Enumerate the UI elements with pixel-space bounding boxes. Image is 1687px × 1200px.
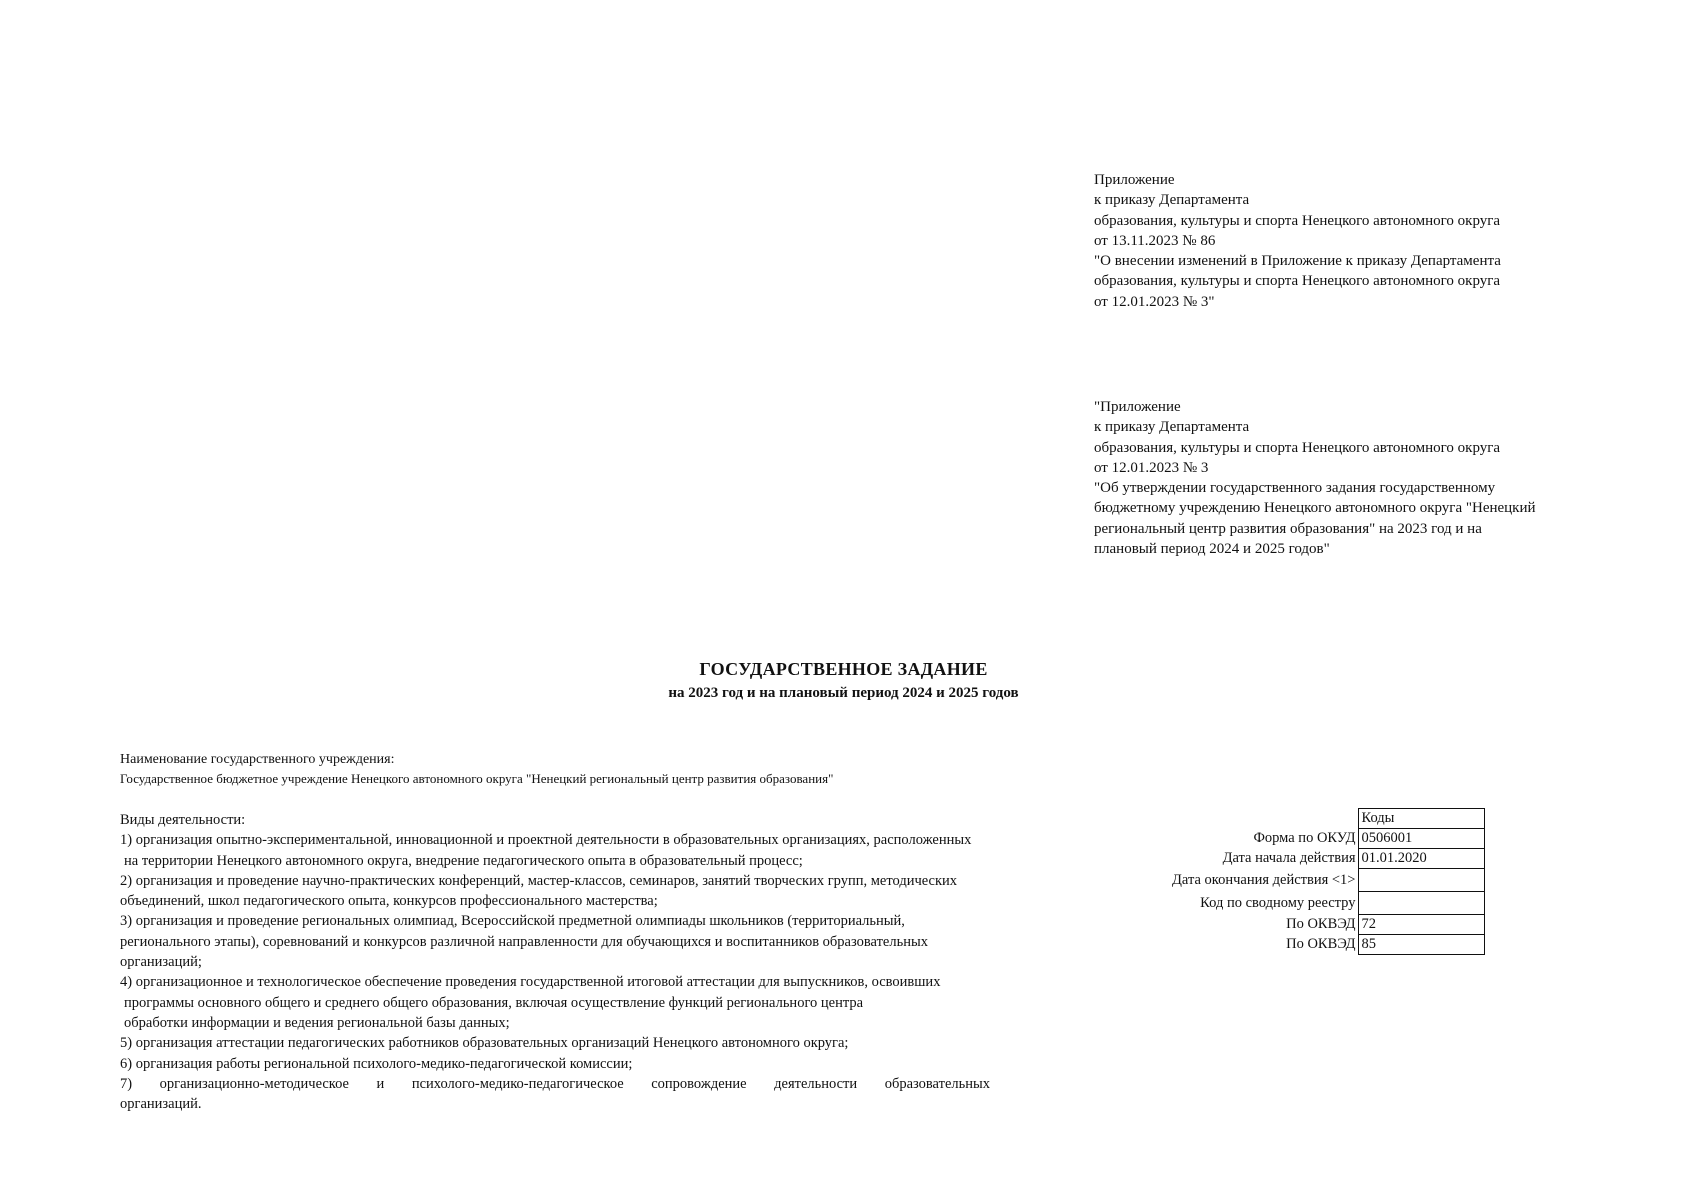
appendix-line: к приказу Департамента [1094, 192, 1250, 209]
activity-line: на территории Ненецкого автономного округа, внедрение педагогического опыта в образовательный процесс; [124, 852, 803, 869]
appendix-line: "Об утверждении государственного задания государственному [1094, 480, 1496, 497]
codes-row-value: 72 [1358, 915, 1484, 935]
activity-line: регионального этапы), соревнований и конкурсов различной направленности для обучающихся и воспитанников образовательных [120, 933, 928, 950]
document-title-block [0, 656, 1687, 704]
appendix-line: Приложение [1094, 172, 1175, 188]
institution-block [120, 750, 833, 788]
codes-row-label: Дата начала действия [1222, 850, 1356, 866]
codes-row [1170, 935, 1484, 955]
appendix-amendment-block [1094, 170, 1501, 312]
appendix-line: образования, культуры и спорта Ненецкого автономного округа [1094, 212, 1501, 229]
codes-table [1170, 808, 1485, 955]
codes-row-value [1358, 869, 1484, 892]
codes-row [1170, 892, 1484, 915]
appendix-line: образования, культуры и спорта Ненецкого автономного округа [1094, 439, 1501, 456]
codes-row-value: 01.01.2020 [1358, 849, 1484, 869]
codes-row [1170, 849, 1484, 869]
codes-row-label: Форма по ОКУД [1253, 830, 1356, 846]
activity-line: 4) организационное и технологическое обеспечение проведения государственной итоговой аттестации для выпускников, освоивших [120, 974, 941, 991]
codes-row-label: По ОКВЭД [1286, 936, 1356, 952]
appendix-line: "Приложение [1094, 399, 1181, 415]
activity-line: организаций. [120, 1096, 202, 1113]
codes-row [1170, 829, 1484, 849]
institution-label: Наименование государственного учреждения: [120, 752, 395, 767]
appendix-line: от 12.01.2023 № 3 [1094, 459, 1209, 476]
activity-line: 1) организация опытно-экспериментальной, инновационной и проектной деятельности в образовательных организациях, расположенных [120, 832, 972, 849]
document-title: ГОСУДАРСТВЕННОЕ ЗАДАНИЕ [699, 659, 988, 679]
appendix-line: образования, культуры и спорта Ненецкого автономного округа [1094, 273, 1501, 290]
codes-row [1170, 915, 1484, 935]
activity-line: 6) организация работы региональной психолого-медико-педагогической комиссии; [120, 1055, 633, 1072]
activity-line: 3) организация и проведение региональных олимпиад, Всероссийской предметной олимпиады школьников (территориальный, [120, 913, 905, 930]
activity-line: 5) организация аттестации педагогических работников образовательных организаций Ненецкого автономного округа; [120, 1035, 849, 1052]
codes-row-label: Код по сводному реестру [1200, 894, 1356, 911]
appendix-line: бюджетному учреждению Ненецкого автономного округа "Ненецкий [1094, 500, 1536, 517]
appendix-line: региональный центр развития образования" на 2023 год и на [1094, 520, 1482, 537]
activity-line: 7) организационно-методическое и психолого-медико-педагогическое сопровождение деятельности образовательных [120, 1075, 990, 1092]
appendix-line: "О внесении изменений в Приложение к приказу Департамента [1094, 253, 1501, 270]
document-subtitle: на 2023 год и на плановый период 2024 и 2025 годов [668, 685, 1019, 701]
codes-row-value: 85 [1358, 935, 1484, 955]
codes-header-row [1170, 809, 1484, 829]
institution-name: Государственное бюджетное учреждение Ненецкого автономного округа "Ненецкий региональный центр развития образования" [120, 771, 834, 786]
codes-row-label: Дата окончания действия <1> [1172, 871, 1356, 888]
codes-row-label: По ОКВЭД [1286, 916, 1356, 932]
codes-header: Коды [1358, 809, 1484, 829]
appendix-original-block [1094, 397, 1536, 559]
appendix-line: от 13.11.2023 № 86 [1094, 232, 1216, 249]
appendix-line: к приказу Департамента [1094, 419, 1250, 436]
activity-line: 2) организация и проведение научно-практических конференций, мастер-классов, семинаров, занятий творческих групп, методических [120, 872, 958, 889]
activity-line: организаций; [120, 954, 202, 971]
codes-row-value [1358, 892, 1484, 915]
codes-row [1170, 869, 1484, 892]
appendix-line: от 12.01.2023 № 3" [1094, 293, 1215, 310]
activities-label: Виды деятельности: [120, 812, 246, 828]
activity-line: обработки информации и ведения региональной базы данных; [124, 1014, 510, 1031]
activity-line: программы основного общего и среднего общего образования, включая осуществление функций регионального центра [124, 994, 864, 1011]
codes-row-value: 0506001 [1358, 829, 1484, 849]
appendix-line: плановый период 2024 и 2025 годов" [1094, 541, 1330, 558]
activity-line: объединений, школ педагогического опыта, конкурсов профессионального мастерства; [120, 893, 658, 910]
activities-block [120, 810, 990, 1114]
